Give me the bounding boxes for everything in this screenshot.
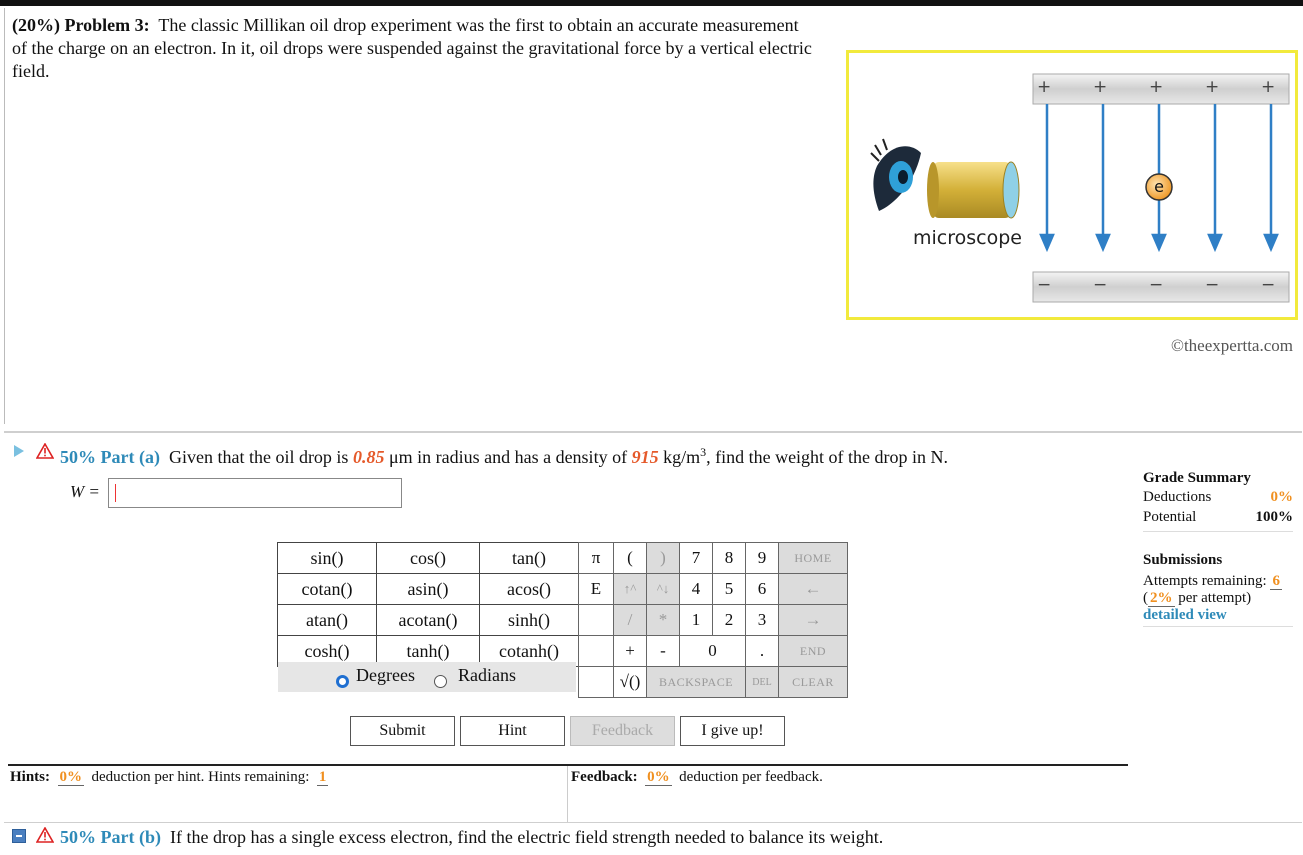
hints-feedback-divider [567, 766, 568, 822]
radians-radio[interactable] [434, 670, 447, 691]
part-a-text-2: μm in radius and has a density of [388, 447, 628, 467]
per-attempt-row: ( 2% per attempt) [1143, 590, 1252, 606]
feedback-percent: 0% [647, 769, 670, 785]
end-key[interactable]: END [779, 636, 848, 667]
copyright-credit: ©theexpertta.com [1171, 336, 1293, 355]
per-attempt-label: per attempt) [1178, 590, 1252, 606]
cotanh-key[interactable]: cotanh() [480, 636, 579, 667]
up-caret-key[interactable]: ↑^ [614, 574, 647, 605]
plus-signs-row [1037, 77, 1303, 101]
part-a-text-1: Given that the oil drop is [168, 447, 349, 467]
key-9[interactable]: 9 [746, 543, 779, 574]
minus-key[interactable]: - [647, 636, 680, 667]
text-cursor [115, 484, 116, 502]
hints-text: deduction per hint. Hints remaining: [91, 769, 310, 785]
detailed-view-link[interactable]: detailed view [1143, 607, 1227, 623]
tan-key[interactable]: tan() [480, 543, 579, 574]
attempts-label: Attempts remaining: [1143, 573, 1267, 589]
blank-key [579, 636, 614, 667]
part-b-divider [4, 822, 1302, 823]
hints-percent: 0% [59, 769, 83, 785]
hints-label: Hints: [10, 769, 51, 785]
feedback-label: Feedback: [571, 769, 638, 785]
problem-text: The classic Millikan oil drop experiment was the first to obtain an accurate measurement of the charge on an electron. In it, oil drops were suspended against the gravitational force by a vertical electric field. [12, 15, 812, 81]
delete-key[interactable]: DEL [746, 667, 779, 698]
minus-sign: − [1149, 275, 1164, 295]
backspace-key[interactable]: BACKSPACE [647, 667, 746, 698]
play-triangle-icon[interactable] [14, 445, 24, 457]
plus-sign: + [1261, 77, 1276, 97]
potential-row [1143, 509, 1293, 532]
part-a-label: 50% Part (a) [60, 447, 160, 467]
radians-label[interactable]: Radians [458, 665, 516, 685]
deductions-row [1143, 489, 1293, 509]
divide-key[interactable]: / [614, 605, 647, 636]
cos-key[interactable]: cos() [377, 543, 480, 574]
function-keypad [277, 542, 579, 667]
exponent-e-key[interactable]: E [579, 574, 614, 605]
left-paren-key[interactable]: ( [614, 543, 647, 574]
radius-value: 0.85 [352, 447, 385, 467]
cosh-key[interactable]: cosh() [278, 636, 377, 667]
plus-sign: + [1093, 77, 1108, 97]
clear-key[interactable]: CLEAR [779, 667, 848, 698]
potential-value: 100% [1255, 509, 1293, 525]
radio-unselected-icon [434, 675, 447, 688]
part-b-header [60, 826, 1160, 848]
down-caret-key[interactable]: ^↓ [647, 574, 680, 605]
submissions-panel [1143, 552, 1293, 627]
atan-key[interactable]: atan() [278, 605, 377, 636]
warning-icon [36, 443, 54, 459]
minus-sign: − [1205, 275, 1220, 295]
part-a-divider [4, 431, 1302, 433]
grade-summary [1143, 470, 1293, 532]
plus-sign: + [1149, 77, 1164, 97]
attempts-value: 6 [1272, 573, 1280, 589]
answer-label: W = [70, 482, 100, 501]
feedback-button[interactable]: Feedback [570, 716, 675, 746]
part-b-label: 50% Part (b) [60, 827, 161, 847]
per-attempt-value: 2% [1150, 590, 1173, 606]
key-0[interactable]: 0 [680, 636, 746, 667]
part-a-text-3: , find the weight of the drop in N. [706, 447, 949, 467]
acotan-key[interactable]: acotan() [377, 605, 480, 636]
pi-key[interactable]: π [579, 543, 614, 574]
hints-remaining: 1 [318, 769, 327, 785]
right-paren-key[interactable]: ) [647, 543, 680, 574]
microscope-label: microscope [913, 227, 1022, 249]
warning-icon [36, 827, 54, 843]
multiply-key[interactable]: * [647, 605, 680, 636]
asin-key[interactable]: asin() [377, 574, 480, 605]
top-cutoff-bar [0, 0, 1303, 6]
problem-label: (20%) Problem 3: [12, 15, 150, 35]
degrees-radio[interactable] [336, 670, 349, 691]
minus-sign: − [1037, 275, 1052, 295]
part-b-text: If the drop has a single excess electron, find the electric field strength needed to balance its weight. [169, 827, 884, 847]
key-3[interactable]: 3 [746, 605, 779, 636]
minus-signs-row [1037, 275, 1303, 299]
deductions-label: Deductions [1143, 489, 1212, 505]
deductions-value: 0% [1270, 489, 1293, 505]
feedback-row [571, 769, 823, 786]
electron-label: e [1154, 177, 1164, 196]
sqrt-key[interactable]: √() [614, 667, 647, 698]
part-a-header [60, 441, 1060, 468]
plus-key[interactable]: + [614, 636, 647, 667]
key-5[interactable]: 5 [713, 574, 746, 605]
feedback-text: deduction per feedback. [679, 769, 823, 785]
give-up-button[interactable]: I give up! [680, 716, 785, 746]
millikan-diagram [846, 50, 1298, 320]
key-4[interactable]: 4 [680, 574, 713, 605]
blank-key [579, 605, 614, 636]
density-value: 915 [631, 447, 659, 467]
cursor-right-key[interactable]: → [779, 605, 848, 636]
plus-sign: + [1205, 77, 1220, 97]
acos-key[interactable]: acos() [480, 574, 579, 605]
eye-icon [871, 139, 921, 211]
angle-mode-selector [278, 662, 576, 692]
sinh-key[interactable]: sinh() [480, 605, 579, 636]
plus-sign: + [1037, 77, 1052, 97]
key-8[interactable]: 8 [713, 543, 746, 574]
density-exponent: 3 [700, 445, 707, 459]
numeric-keypad [578, 542, 848, 698]
blank-key [579, 667, 614, 698]
answer-input[interactable] [108, 478, 402, 508]
density-unit: kg/m [663, 447, 701, 467]
collapse-icon[interactable] [12, 829, 26, 843]
decimal-key[interactable]: . [746, 636, 779, 667]
key-1[interactable]: 1 [680, 605, 713, 636]
radio-selected-icon [336, 675, 349, 688]
degrees-label[interactable]: Degrees [356, 665, 415, 685]
minus-sign: − [1093, 275, 1108, 295]
hint-button[interactable]: Hint [460, 716, 565, 746]
minus-sign: − [1261, 275, 1276, 295]
potential-label: Potential [1143, 509, 1197, 525]
home-key[interactable]: HOME [779, 543, 848, 574]
hints-row [10, 769, 328, 786]
cursor-left-key[interactable]: ← [779, 574, 848, 605]
key-6[interactable]: 6 [746, 574, 779, 605]
submissions-title: Submissions [1143, 552, 1223, 568]
problem-statement [12, 14, 812, 83]
sin-key[interactable]: sin() [278, 543, 377, 574]
submit-button[interactable]: Submit [350, 716, 455, 746]
key-7[interactable]: 7 [680, 543, 713, 574]
attempts-row [1143, 573, 1293, 590]
tanh-key[interactable]: tanh() [377, 636, 480, 667]
microscope-tube [927, 162, 1019, 218]
cotan-key[interactable]: cotan() [278, 574, 377, 605]
key-2[interactable]: 2 [713, 605, 746, 636]
grade-summary-title: Grade Summary [1143, 470, 1251, 486]
